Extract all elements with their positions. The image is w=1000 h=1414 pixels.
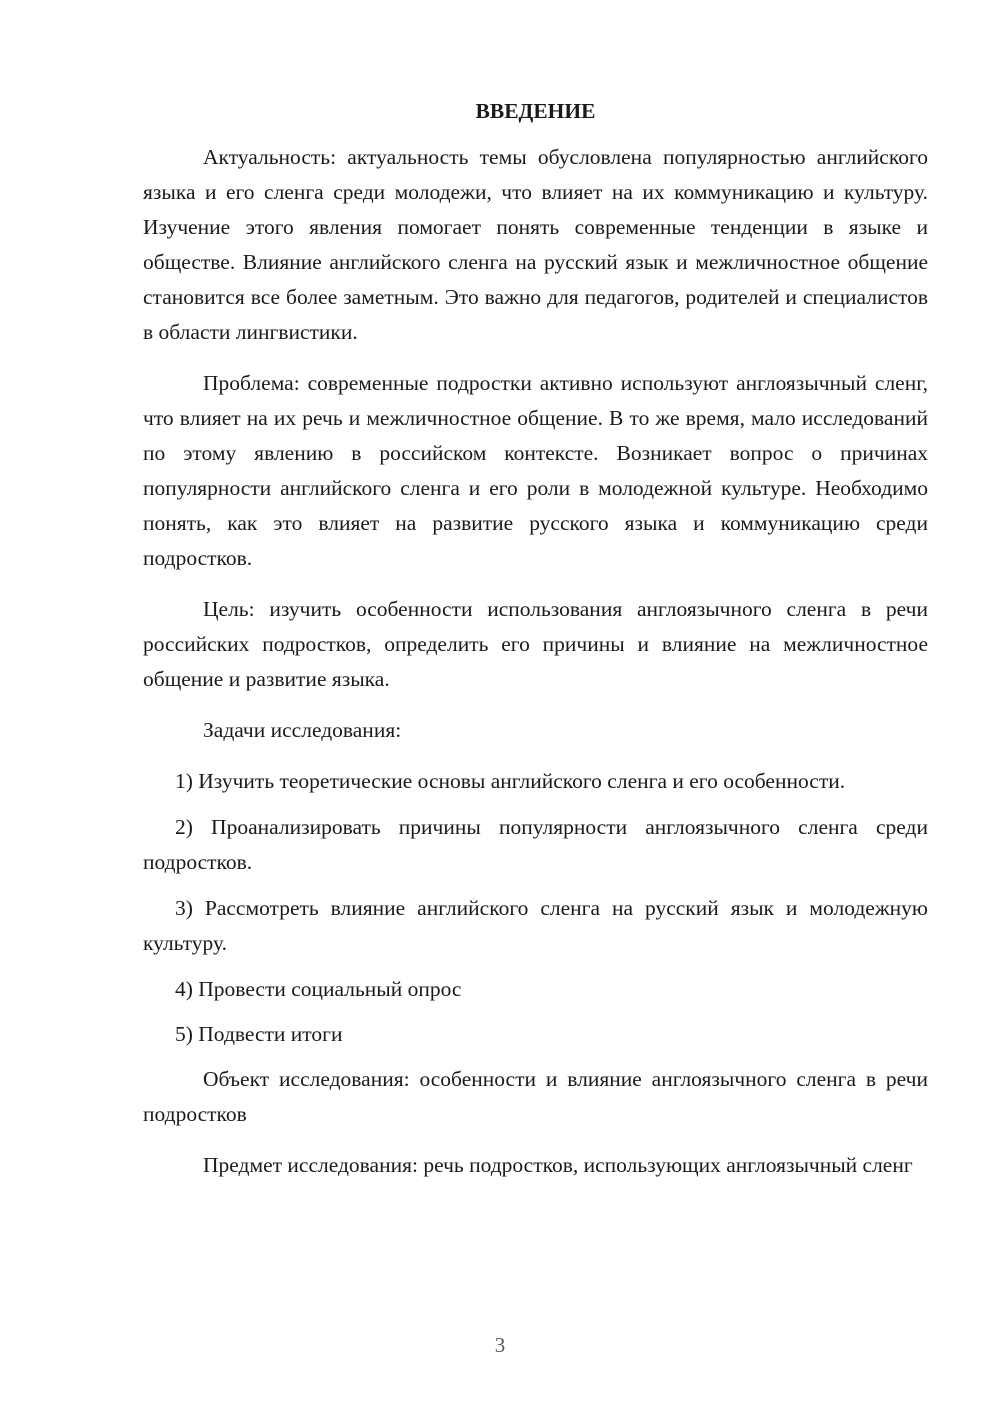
object-paragraph: Объект исследования: особенности и влияние англоязычного сленга в речи подростков xyxy=(143,1067,928,1126)
section-heading: ВВЕДЕНИЕ xyxy=(475,99,596,123)
page-content xyxy=(143,96,928,1199)
tasks-title: Задачи исследования: xyxy=(203,718,402,742)
relevance-paragraph: Актуальность: актуальность темы обусловлена популярностью английского языка и его сленга среди молодежи, что влияет на их коммуникацию и культуру. Изучение этого явления помогает понять современные тенденции в языке и обществе. Влияние английского сленга на русский язык и межличностное общение становится все более заметным. Это важно для педагогов, родителей и специалистов в области лингвистики. xyxy=(143,145,928,344)
task-item-3: 3) Рассмотреть влияние английского сленга на русский язык и молодежную культуру. xyxy=(143,896,928,955)
task-item-2: 2) Проанализировать причины популярности англоязычного сленга среди подростков. xyxy=(143,815,928,874)
goal-paragraph: Цель: изучить особенности использования англоязычного сленга в речи российских подростков, определить его причины и влияние на межличностное общение и развитие языка. xyxy=(143,597,928,691)
page-number: 3 xyxy=(494,1333,506,1357)
task-item-5: 5) Подвести итоги xyxy=(175,1022,343,1046)
task-item-4: 4) Провести социальный опрос xyxy=(175,977,462,1001)
task-item-1: 1) Изучить теоретические основы английского сленга и его особенности. xyxy=(175,769,846,793)
subject-paragraph: Предмет исследования: речь подростков, использующих англоязычный сленг xyxy=(203,1153,913,1177)
problem-paragraph: Проблема: современные подростки активно используют англоязычный сленг, что влияет на их речь и межличностное общение. В то же время, мало исследований по этому явлению в российском контексте. Возникает вопрос о причинах популярности английского сленга и его роли в молодежной культуре. Необходимо понять, как это влияет на развитие русского языка и коммуникацию среди подростков. xyxy=(143,371,928,570)
